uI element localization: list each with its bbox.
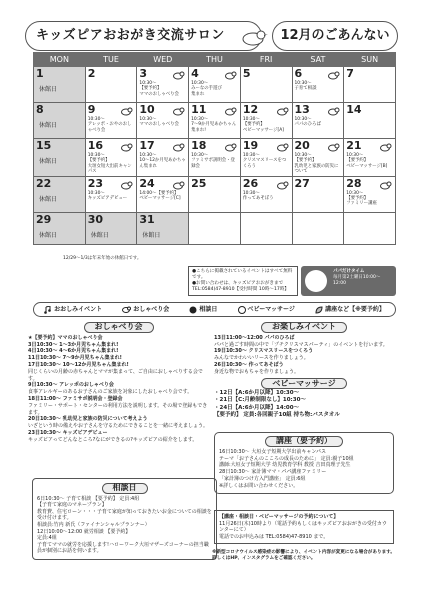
calendar <box>33 52 396 245</box>
calendar-day <box>344 212 396 244</box>
list-item: 「家計簿のつけ方入門講座」 定員:6組 <box>219 475 306 482</box>
event-line: 10:30～ <box>139 81 157 86</box>
event-icon <box>277 180 289 190</box>
event-line: 【要予約】 <box>87 158 110 164</box>
event-line: 10:30～ <box>191 117 209 122</box>
weekday-wed: WED <box>137 53 189 67</box>
baby-list <box>214 390 394 419</box>
event-line: 乳幼児と家族の防災について <box>294 163 339 175</box>
day-number: 21 <box>346 139 362 152</box>
day-events <box>295 81 342 92</box>
event-line: 10:30～ <box>139 117 157 122</box>
calendar-day <box>240 103 292 139</box>
famisapo-desc: ファミリー・サポート・センターの利用方法を説明します。その場で登録もできます。 <box>28 402 208 416</box>
event-icon <box>277 106 289 116</box>
day-number: 11 <box>191 103 207 116</box>
calendar-day <box>344 103 396 139</box>
calendar-week <box>34 212 396 244</box>
event-icon <box>380 180 392 190</box>
famisapo-title: 18日11:00～ ファミサポ説明会・登録会 <box>28 395 123 402</box>
event-line: 7～9か月児あかちゃん集まれ! <box>191 122 237 133</box>
baby-title: ベビーマッサージ <box>261 378 346 389</box>
page-title <box>25 21 262 51</box>
event-line: 【要予約】 <box>139 86 162 92</box>
sodan-section <box>32 478 217 560</box>
calendar-day <box>189 103 241 139</box>
calendar-day <box>34 67 86 103</box>
list-item: 17日10:30～ 10～12か月児ちゃん集まれ! <box>28 361 129 368</box>
koza-title: 講座（要予約） <box>265 436 343 447</box>
month-text: 12月のごあんない <box>280 28 390 44</box>
calendar-day <box>189 67 241 103</box>
oshaberi-desc: 同じくらいの月齢の赤ちゃんとママが集まって、ご自由におしゃべりする会です。 <box>28 368 203 382</box>
event-icon <box>380 142 392 152</box>
event-desc: パパと過ごす時間の中で「プチクリスマスパーティ」のイベントを行います。 <box>214 341 388 348</box>
day-number: 23 <box>87 176 104 190</box>
event-icon <box>121 142 133 152</box>
event-line: 【要予約】 <box>242 122 265 128</box>
day-events <box>139 117 186 128</box>
legend-item: おおしみイベント <box>44 306 102 314</box>
calendar-day <box>34 212 86 244</box>
event-line: みーなの手遊び <box>191 86 222 92</box>
day-events <box>243 191 290 202</box>
calendar-day <box>240 67 292 103</box>
otanoshimi-section <box>214 322 394 376</box>
event-line: 10:30～ <box>191 81 209 86</box>
event-line: 10:30～ <box>346 190 364 196</box>
calendar-day <box>189 212 241 244</box>
notice-text: 電話でのお申込みは TEL:0584)47-8910 まで。 <box>219 533 329 540</box>
otanoshimi-title: お楽しみイベント <box>261 322 347 333</box>
day-events <box>139 191 186 202</box>
day-events <box>295 117 342 128</box>
event-line: 【要予約】 <box>294 158 317 164</box>
day-number: 10 <box>139 103 155 116</box>
title-text: キッズピアおおがき交流サロン <box>36 28 225 44</box>
closed-label: 休館日 <box>39 122 58 129</box>
calendar-day <box>137 103 189 139</box>
calendar-week <box>34 139 396 177</box>
calendar-day <box>292 176 344 212</box>
legend <box>33 302 396 317</box>
list-item: 3日10:30～ 1～3か月児ちゃん集まれ! <box>28 341 119 348</box>
list-item: 教育費、住宅ローン・・・子育て家庭が知っておきたいお金についての相談を受け付けます。 <box>37 508 212 522</box>
list-item: テーマ「お子さんのこころの成長のために」 定員:親子10組 <box>219 455 354 462</box>
list-item: 28日10:30～ 家計簿ママ・パパ講座ファミリー <box>219 469 327 476</box>
calendar-day <box>137 176 189 212</box>
day-events <box>139 153 186 169</box>
calendar-day <box>292 212 344 244</box>
list-item: 6日10:30～ 子育て相談 【要予約】 定員:4組 <box>37 495 140 502</box>
day-number: 22 <box>36 176 52 190</box>
info-line: ●お問い合わせは、キッズピアおおがきまで <box>192 281 284 286</box>
day-events <box>191 153 238 169</box>
day-events <box>191 81 238 97</box>
calendar-day <box>344 176 396 212</box>
header <box>25 21 398 51</box>
calendar-day <box>189 139 241 177</box>
event-line: 10～12か月児あかちゃん集まれ <box>139 158 186 169</box>
sns-text: 毎月第2土曜日10:00～12:00 <box>333 275 381 286</box>
list-item: 相談員:竹内 新氏（ファイナンシャルプランナー） <box>37 521 150 528</box>
papa-icon <box>305 270 327 292</box>
calendar-day <box>240 139 292 177</box>
otanoshimi-list <box>214 335 394 376</box>
day-number: 6 <box>294 67 303 80</box>
event-line: ファミリー講座 <box>346 201 377 207</box>
event-icon <box>277 142 289 152</box>
day-events <box>191 117 238 133</box>
weekday-thu: THU <box>189 53 241 67</box>
sodan-list <box>37 496 212 555</box>
day-events <box>243 117 290 133</box>
reservation-notice <box>214 510 394 544</box>
info-tel: TEL:0584)47-8910【受付時間 10時～17時】 <box>192 287 289 292</box>
event-line: 10:30～ <box>87 190 105 196</box>
koza-section <box>214 432 394 494</box>
day-events <box>139 81 186 97</box>
bousai-title: 20日10:30～ 乳幼児と家族の防災について考えよう <box>28 416 148 423</box>
event-line: ファミサポ説明会・登録会 <box>191 158 235 169</box>
event-line: 作ってあそぼう <box>242 196 274 202</box>
day-number: 9 <box>87 103 96 116</box>
baby-icon <box>238 306 246 314</box>
list-item: 講師:大垣女子短期大学 幼児教育学科 教授 吉田真理子先生 <box>219 462 351 469</box>
day-number: 26 <box>242 176 259 190</box>
calendar-day <box>344 67 396 103</box>
event-line: 【要予約】 <box>346 158 369 164</box>
calendar-day <box>85 176 137 212</box>
event-heading: 19日10:30～ クリスマスリースをつくろう <box>214 348 314 355</box>
day-events <box>243 153 290 169</box>
weekday-sun: SUN <box>344 53 396 67</box>
month-title <box>272 21 398 51</box>
calendar-day <box>34 103 86 139</box>
day-events <box>295 153 342 175</box>
closed-label: 休館日 <box>39 231 58 239</box>
event-line: 10:30～ <box>294 153 312 158</box>
event-line: 10:30～ <box>294 81 312 86</box>
closed-label: 休館日 <box>39 195 58 203</box>
year-end-note: 12/29～1/3は年末年始の休館日です。 <box>63 256 142 261</box>
closed-label: 休館日 <box>39 158 58 165</box>
list-item: ※詳しくはお問い合わせください。 <box>219 482 299 489</box>
calendar-week <box>34 103 396 139</box>
day-number: 20 <box>294 139 310 152</box>
day-number: 5 <box>242 67 251 80</box>
legend-item: 講座など【※要予約】 <box>315 306 385 314</box>
legend-item: おしゃべり会 <box>122 306 169 313</box>
leaf-icon <box>315 306 323 314</box>
event-line: クリスマスリースをつくろう <box>242 158 287 169</box>
event-icon <box>173 180 185 190</box>
day-number: 2 <box>87 67 96 80</box>
event-line: ママのおしゃべり会 <box>139 91 179 97</box>
day-number: 1 <box>36 67 44 80</box>
event-line: 大垣女短大出前キャンパス <box>87 163 132 175</box>
footer-text: ※新型コロナウイルス感染症の影響により、イベント内容が変更になる場合があります。詳しくはHP、インスタグラムをご確認ください。 <box>212 550 395 561</box>
event-line: 10:30～ <box>242 153 260 158</box>
day-events <box>88 153 135 175</box>
event-line: 10:30～ <box>87 117 105 122</box>
event-line: 10:30～ <box>294 117 312 122</box>
closed-label: 休館日 <box>39 86 58 93</box>
day-number: 17 <box>139 139 155 152</box>
event-desc: みんなでかわいいリースを作りましょう。 <box>214 355 309 362</box>
music-note-icon <box>44 306 52 314</box>
event-icon <box>328 106 340 116</box>
event-icon <box>173 70 185 80</box>
day-number: 14 <box>346 103 362 116</box>
weekday-row <box>34 53 396 67</box>
calendar-day <box>137 67 189 103</box>
day-number: 3 <box>139 67 148 80</box>
event-line: パパのひろば <box>294 122 321 128</box>
calendar-day <box>137 212 189 244</box>
weekday-tue: TUE <box>85 53 137 67</box>
closed-label: 休館日 <box>90 231 109 239</box>
event-icon <box>225 142 237 152</box>
event-line: ベビーマッサージ[B] <box>346 163 388 169</box>
event-line: 14:00～【要予約】 <box>139 190 179 196</box>
calendar-day <box>85 67 137 103</box>
event-icon <box>173 106 185 116</box>
calendar-day <box>344 139 396 177</box>
calendar-day <box>137 139 189 177</box>
event-line: 10:30～ <box>346 153 364 158</box>
event-line: キッズピアデビュー <box>87 196 128 202</box>
event-icon <box>121 180 133 190</box>
baby-massage-section <box>214 378 394 419</box>
event-icon <box>121 106 133 116</box>
oshaberi-list <box>28 342 209 369</box>
debut-desc: キッズピアってどんなところ?なにができるの?キッズピアの紹介をします。 <box>28 436 198 443</box>
calendar-day <box>85 212 137 244</box>
event-line: 子育て相談 <box>294 86 317 92</box>
day-number: 8 <box>36 103 44 116</box>
event-line: 10:30～ <box>139 153 157 158</box>
event-icon <box>328 142 340 152</box>
sns-label: パパだけタイム <box>333 269 365 274</box>
day-number: 27 <box>294 176 310 190</box>
event-line: ベビーマッサージ[A] <box>242 127 284 133</box>
calendar-day <box>292 103 344 139</box>
day-number: 12 <box>242 103 259 116</box>
event-icon <box>225 70 237 80</box>
day-number: 29 <box>36 212 52 226</box>
day-number: 25 <box>191 176 207 190</box>
sodan-title: 相談日 <box>102 483 148 494</box>
day-events <box>346 153 393 169</box>
oshaberi-title: おしゃべり会 <box>84 322 154 333</box>
calendar-day <box>85 139 137 177</box>
day-number: 16 <box>87 139 104 152</box>
calendar-day <box>240 212 292 244</box>
calendar-day <box>240 176 292 212</box>
debut-title: 23日10:30～ キッズピアデビュー <box>28 429 108 436</box>
day-number: 30 <box>87 212 104 226</box>
event-icon <box>328 70 340 80</box>
list-item: 4日10:30～ 4～6か月児ちゃん集まれ! <box>28 348 119 355</box>
notice-title: 【講座・相談日・ベビーマッサージの予約について】 <box>219 514 339 520</box>
weekday-sat: SAT <box>292 53 344 67</box>
event-heading: 13日11:00～12:00 パパのひろば <box>214 334 295 341</box>
list-item: 定員:4組 <box>37 535 57 542</box>
day-events <box>88 191 135 202</box>
event-line: ベビーマッサージ[C] <box>139 196 181 202</box>
event-line: 10:30～ <box>242 117 260 122</box>
list-item: ・12日【A:6か月以降】10:30～ <box>214 390 300 397</box>
list-item: ・24日【A:6か月以降】14:00～ <box>214 404 300 411</box>
day-events <box>346 191 393 207</box>
weekday-mon: MON <box>34 53 86 67</box>
day-number: 13 <box>294 103 310 116</box>
calendar-day <box>292 139 344 177</box>
day-number: 31 <box>139 212 155 226</box>
list-item: 【要予約】 定員:各回親子10組 持ち物:バスタオル <box>214 411 340 418</box>
event-icon <box>225 106 237 116</box>
day-number: 19 <box>242 139 259 152</box>
event-line: 【要予約】 <box>346 196 369 202</box>
day-number: 4 <box>191 67 199 80</box>
legend-item: 相談日 <box>189 306 217 314</box>
weekday-fri: FRI <box>240 53 292 67</box>
calendar-day <box>292 67 344 103</box>
calendar-day <box>189 176 241 212</box>
day-number: 15 <box>36 139 52 152</box>
event-line: 集まれ <box>191 91 205 97</box>
calendar-week <box>34 176 396 212</box>
closed-label: 休館日 <box>142 231 161 239</box>
list-item: ・21日【C:月齢制限なし】10:30～ <box>214 397 306 404</box>
event-line: 10:30～ <box>191 153 209 158</box>
info-box <box>188 266 298 296</box>
event-line: 10:30～ <box>87 153 105 158</box>
list-item: 12日10:00～12:00 就労相談 【要予約】 <box>37 528 131 535</box>
day-number: 7 <box>346 67 354 80</box>
list-item: 子育てママの就労を応援します!ハローワーク大垣マザーズコーナーの担当職員が個別にお話を伺います。 <box>37 541 209 555</box>
bousai-desc: いざという時の備えやお子さんを守るためにできることを一緒に考えましょう。 <box>28 423 209 430</box>
day-number: 18 <box>191 139 207 152</box>
bird-icon <box>233 25 273 49</box>
list-item: 11日10:30～ 7～9か月児ちゃん集まれ! <box>28 355 122 362</box>
day-events <box>88 117 135 133</box>
sns-box <box>301 266 396 296</box>
list-item: 【子育て家庭のマネープラン】 <box>37 502 107 509</box>
aleppo-desc: 食事アレルギーのあるお子さんのご家族を対象にしたおしゃべり会です。 <box>28 389 193 396</box>
event-heading: 26日10:30～ 作ってあそぼう <box>214 361 284 368</box>
oshaberi-section <box>28 322 209 444</box>
info-line: ●こちらに掲載されているイベントはすべて無料です。 <box>192 269 293 280</box>
event-desc: 身近な物でおもちゃを作りましょう。 <box>214 368 300 375</box>
calendar-day <box>85 103 137 139</box>
legend-item: ベビーマッサージ <box>238 306 295 314</box>
event-icon <box>173 142 185 152</box>
event-line: 10:30～ <box>242 190 260 196</box>
bird-icon <box>122 306 131 313</box>
calendar-day <box>34 139 86 177</box>
aleppo-title: 9日10:30～ アレッポのおしゃべり会 <box>28 382 114 389</box>
footer-notice <box>212 550 398 562</box>
event-line: ママのおしゃべり会 <box>139 122 179 128</box>
calendar-week <box>34 67 396 103</box>
list-item: 16日10:30～ 大垣女子短期大学出前キャンパス <box>219 448 327 455</box>
day-number: 28 <box>346 176 362 190</box>
koza-list <box>219 449 389 490</box>
calendar-day <box>34 176 86 212</box>
oshaberi-intro: ★【要予約】ママのおしゃべり会 <box>28 334 103 341</box>
day-number: 24 <box>139 176 155 190</box>
event-line: アレッポ・おやのおしゃべり会 <box>87 122 132 133</box>
notice-text: 11月26日(木)10時より（電話予約もしくはキッズピアおおがきの受付カウンターにて） <box>219 520 387 534</box>
face-icon <box>189 306 197 314</box>
